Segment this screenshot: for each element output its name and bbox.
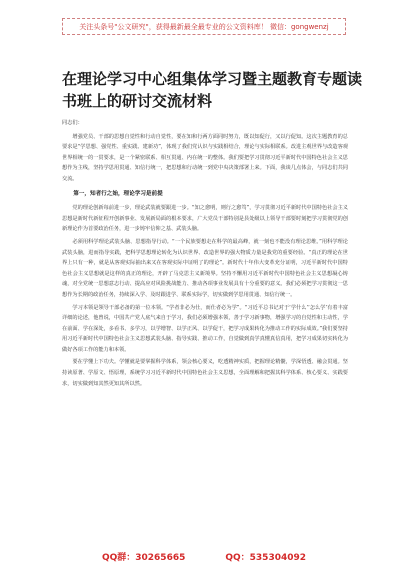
document-body (62, 118, 348, 391)
top-banner: 关注头条号"公文研究"，获得最新最全最专业的公文资料库！ 微信：gongwenzj (62, 18, 346, 35)
body-paragraph: 要在学懂上下功夫。学懂就是要掌握科学体系，领会核心要义，吃透精神实质，把握理论精髓，学深悟透、融会贯通。坚持读原著、学原文、悟原理，系统学习习近平新时代中国特色社会主义思想，全面理解和把握其科学体系、核心要义、实践要求，切实做到知其然更知其所以然。 (62, 359, 348, 387)
body-paragraph: 必须用科学理论武装头脑、思想指导行动。“一个民族要想走在科学的最高峰，就一刻也不能没有理论思维。”用科学理论武装头脑，进而指导实践，把科学思想理论转化为认识世界、改造世界的强大物质力量是我党的重要经验。“真正的理论在世界上只有一种，就是从客观实际抽出来又在客观实际中证明了的理论”。新时代十年伟大变革充分证明，习近平新时代中国特色社会主义思想就是这样的真正的理论，开辟了马克思主义新境界。坚持不懈用习近平新时代中国特色社会主义思想凝心铸魂，对全党统一思想意志行动、提高应对风险挑战能力、推动各项事业发展具有十分重要的意义。我们必须把学习贯彻这一思想作为长期的政治任务，持续深入学、及时跟进学、联系实际学，切实做到学思用贯通、知信行统一。 (62, 238, 348, 298)
body-paragraph: 党的理论创新每前进一步，理论武装就要跟进一步。“知之愈明，则行之愈笃”，学习贯彻习近平新时代中国特色社会主义思想是新时代新征程开创新事业、发展新局面的根本要求，广大党员干部特别是县处级以上领导干部要时刻把学习贯彻党的创新理论作为首要政治任务，进一步铸牢信仰之基、武装头脑。 (62, 205, 348, 233)
section-heading-1: 第一，知者行之始，理论学习是前提 (73, 190, 163, 197)
greeting: 同志们： (62, 120, 83, 126)
qq-group-text: QQ群：30265665 (101, 553, 186, 563)
body-paragraph: 学习本领是领导干部必备的第一位本领。“学者非必为仕，而仕者必为学”。“习近平总书记对于‘学什么’‘怎么学’有着丰富详细的论述，他曾说，中国共产党人底气来自于学习，我们必须增强本领，善于学习新事物，增强学习的自觉性和主动性，学在前面、学在深处，多看书、多学习，以学增智、以学正风、以学促干，把学习成果转化为推动工作的实际成效。”我们要坚持用习近平新时代中国特色社会主义思想武装头脑、指导实践、推动工作，自觉做到真学真懂真信真用，把学习成果切实转化为做好各项工作的能力和本领。 (62, 304, 348, 353)
footer-contact (0, 550, 408, 566)
intro-paragraph: 增强党员、干部的思想自觉性和行动自觉性，要在知和行两方面同时努力，既以知促行，又以行促知。这次主题教育的总要求是“学思想、强党性、重实践、建新功”，体现了我们党认识与实践相结合，理论与实际相联系。改进主观世界与改造客观世界相统一的一贯要求，是一个紧密联系、相互贯通、内在统一的整体。我们要把学习贯彻习近平新时代中国特色社会主义思想作为主线，坚持学思用贯通、知信行统一，把思想和行动统一到党中央决策部署上来。下面，我谈几点体会，与同志们共同交流。 (62, 133, 348, 182)
qq-text: QQ：535304092 (225, 553, 307, 563)
page-title: 在理论学习中心组集体学习暨主题教育专题读书班上的研讨交流材料 (62, 70, 363, 110)
